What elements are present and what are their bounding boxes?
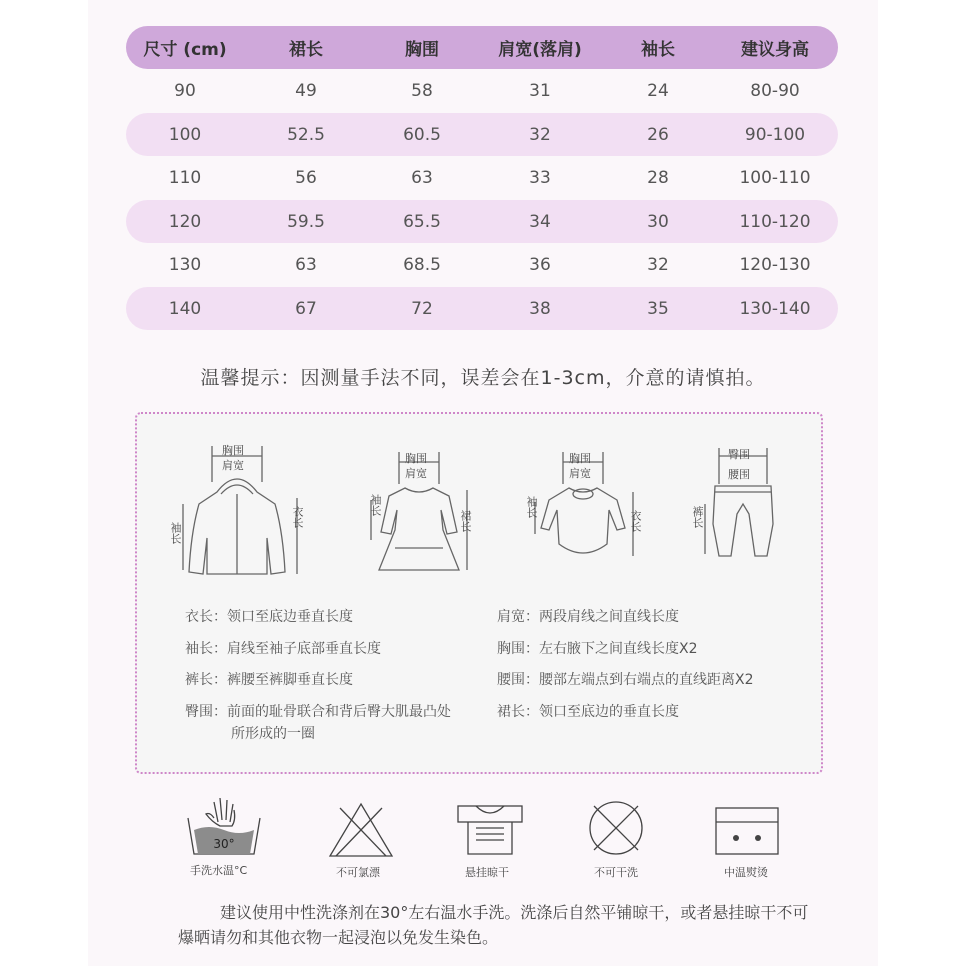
hand-wash-label: 手洗水温°C bbox=[190, 864, 248, 877]
table-cell: 72 bbox=[411, 298, 433, 319]
table-cell: 36 bbox=[529, 255, 551, 275]
measurement-tip: 温馨提示：因测量手法不同，误差会在1-3cm，介意的请慎拍。 bbox=[200, 367, 766, 389]
definition-dress-length: 裙长：领口至底边的垂直长度 bbox=[497, 704, 679, 720]
jacket-sleeve-label: 袖长 bbox=[169, 522, 182, 544]
table-cell: 90 bbox=[174, 81, 196, 101]
table-row bbox=[126, 113, 838, 156]
iron-medium-label: 中温熨烫 bbox=[724, 866, 768, 879]
dress-chest-label: 胸围 bbox=[405, 452, 427, 465]
hand-wash-icon bbox=[184, 796, 264, 860]
header-height: 建议身高 bbox=[741, 40, 809, 60]
table-cell: 33 bbox=[529, 168, 551, 188]
table-cell: 30 bbox=[647, 211, 669, 232]
hang-dry-label: 悬挂晾干 bbox=[465, 866, 509, 879]
romper-length-label: 衣长 bbox=[629, 510, 642, 532]
pants-diagram bbox=[693, 444, 793, 564]
table-cell: 24 bbox=[647, 81, 669, 101]
definition-sleeve: 袖长：肩线至袖子底部垂直长度 bbox=[185, 641, 381, 657]
table-row bbox=[126, 70, 838, 113]
definition-pants-length: 裤长：裤腰至裤脚垂直长度 bbox=[185, 672, 353, 688]
care-instructions: 建议使用中性洗涤剂在30°左右温水手洗。洗涤后自然平铺晾干，或者悬挂晾干不可爆晒请勿和其他衣物一起浸泡以免发生染色。 bbox=[178, 903, 809, 947]
hang-dry-icon bbox=[454, 802, 526, 858]
table-cell: 28 bbox=[647, 168, 669, 188]
header-shoulder: 肩宽(落肩) bbox=[498, 40, 582, 60]
jacket-shoulder-label: 肩宽 bbox=[222, 459, 244, 472]
definition-shoulder: 肩宽：两段肩线之间直线长度 bbox=[497, 609, 679, 625]
table-cell: 67 bbox=[295, 298, 317, 319]
dress-shoulder-label: 肩宽 bbox=[405, 467, 427, 480]
size-table bbox=[126, 26, 838, 331]
no-tumble-dry-icon bbox=[586, 798, 646, 858]
table-cell: 110-120 bbox=[739, 211, 811, 232]
romper-chest-label: 胸围 bbox=[569, 452, 591, 465]
no-tumble-dry-label: 不可干洗 bbox=[594, 866, 638, 879]
definition-chest: 胸围：左右腋下之间直线长度X2 bbox=[497, 641, 698, 657]
table-cell: 35 bbox=[647, 298, 669, 319]
table-cell: 120 bbox=[168, 211, 202, 232]
table-row bbox=[126, 200, 838, 243]
table-cell: 60.5 bbox=[403, 124, 441, 145]
table-cell: 63 bbox=[411, 168, 433, 188]
measurement-guide-panel bbox=[135, 412, 823, 774]
table-cell: 110 bbox=[168, 168, 202, 188]
header-dress-length: 裙长 bbox=[289, 40, 323, 60]
pants-hip-label: 臀围 bbox=[728, 448, 750, 461]
header-chest: 胸围 bbox=[405, 40, 439, 60]
table-cell: 130-140 bbox=[739, 298, 811, 319]
pants-length-label: 裤长 bbox=[691, 506, 704, 528]
no-bleach-icon bbox=[326, 800, 396, 860]
dress-sleeve-label: 袖长 bbox=[369, 494, 382, 516]
table-cell: 56 bbox=[295, 168, 317, 188]
table-cell: 32 bbox=[529, 124, 551, 145]
jacket-length-label: 衣长 bbox=[291, 506, 304, 528]
dress-length-label: 裙长 bbox=[459, 510, 472, 532]
table-cell: 26 bbox=[647, 124, 669, 145]
definition-waist: 腰围：腰部左端点到右端点的直线距离X2 bbox=[497, 672, 754, 688]
hand-wash-temp: 30° bbox=[213, 837, 235, 851]
table-cell: 140 bbox=[168, 298, 202, 319]
table-cell: 31 bbox=[529, 81, 551, 101]
table-cell: 63 bbox=[295, 255, 317, 275]
size-table-header bbox=[126, 26, 838, 69]
table-cell: 100-110 bbox=[739, 168, 811, 188]
table-cell: 130 bbox=[168, 255, 202, 275]
iron-medium-icon bbox=[714, 806, 780, 856]
table-row bbox=[126, 287, 838, 330]
definition-hip-cont: 所形成的一圈 bbox=[231, 726, 315, 742]
table-cell: 49 bbox=[295, 81, 317, 101]
table-cell: 32 bbox=[647, 255, 669, 275]
table-cell: 59.5 bbox=[287, 211, 325, 232]
header-sleeve: 袖长 bbox=[641, 40, 675, 60]
definition-hip: 臀围：前面的耻骨联合和背后臀大肌最凸处 bbox=[185, 704, 451, 720]
romper-sleeve-label: 袖长 bbox=[525, 496, 538, 518]
table-cell: 38 bbox=[529, 298, 551, 319]
table-row bbox=[126, 244, 838, 287]
table-cell: 58 bbox=[411, 81, 433, 101]
header-size: 尺寸 (cm) bbox=[143, 40, 227, 60]
table-cell: 65.5 bbox=[403, 211, 441, 232]
table-cell: 68.5 bbox=[403, 255, 441, 275]
romper-shoulder-label: 肩宽 bbox=[569, 467, 591, 480]
jacket-chest-label: 胸围 bbox=[222, 444, 244, 457]
table-cell: 34 bbox=[529, 211, 551, 232]
table-cell: 52.5 bbox=[287, 124, 325, 145]
no-bleach-label: 不可氯漂 bbox=[336, 866, 380, 879]
definition-length: 衣长：领口至底边垂直长度 bbox=[185, 609, 353, 625]
table-cell: 120-130 bbox=[739, 255, 811, 275]
pants-waist-label: 腰围 bbox=[728, 468, 750, 481]
table-cell: 80-90 bbox=[750, 81, 800, 101]
table-cell: 90-100 bbox=[744, 124, 806, 145]
table-row bbox=[126, 157, 838, 200]
table-cell: 100 bbox=[168, 124, 202, 145]
